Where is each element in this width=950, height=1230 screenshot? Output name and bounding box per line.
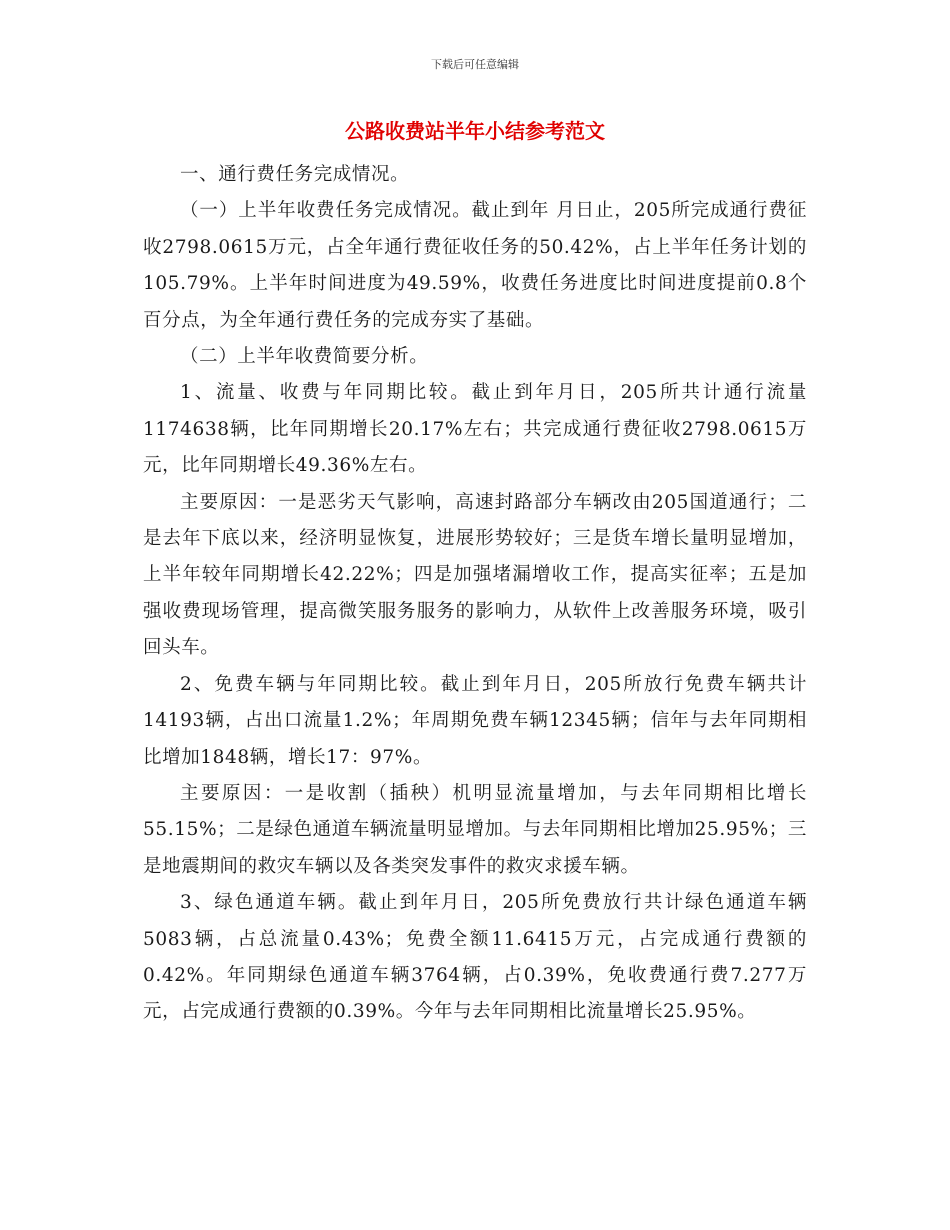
document-body	[143, 157, 807, 1031]
subsection-heading-analysis: （二）上半年收费简要分析。	[180, 346, 429, 368]
section-heading-1: 一、通行费任务完成情况。	[180, 164, 410, 185]
header-note: 下载后可任意编辑	[431, 58, 519, 71]
paragraph-main-reasons-1: 主要原因：一是恶劣天气影响，高速封路部分车辆改由205国道通行；二是去年下底以来，经济明显恢复，进展形势较好；三是货车增长量明显增加，上半年较年同期增长42.22%；四是加强堵漏增收工作，提高实征率；五是加强收费现场管理，提高微笑服务服务的影响力，从软件上改善服务环境，吸引回头车。	[143, 491, 807, 659]
paragraph-flow-comparison: 1、流量、收费与年同期比较。截止到年月日，205所共计通行流量1174638辆，比年同期增长20.17%左右；共完成通行费征收2798.0615万元，比年同期增长49.36%左右。	[143, 382, 807, 477]
paragraph-task-completion: （一）上半年收费任务完成情况。截止到年 月日止，205所完成通行费征收2798.0615万元，占全年通行费征收任务的50.42%，占上半年任务计划的105.79%。上半年时间进度为49.59%，收费任务进度比时间进度提前0.8个百分点，为全年通行费任务的完成夯实了基础。	[143, 200, 807, 331]
paragraph-free-vehicles: 2、免费车辆与年同期比较。截止到年月日，205所放行免费车辆共计14193辆，占出口流量1.2%；年周期免费车辆12345辆；信年与去年同期相比增加1848辆，增长17：97%。	[143, 673, 807, 768]
paragraph-main-reasons-2: 主要原因：一是收割（插秧）机明显流量增加，与去年同期相比增长55.15%；二是绿色通道车辆流量明显增加。与去年同期相比增加25.95%；三是地震期间的救灾车辆以及各类突发事件的救灾求援车辆。	[143, 782, 807, 877]
paragraph-green-channel: 3、绿色通道车辆。截止到年月日，205所免费放行共计绿色通道车辆5083辆，占总流量0.43%；免费全额11.6415万元，占完成通行费额的0.42%。年同期绿色通道车辆3764辆，占0.39%，免收费通行费7.277万元，占完成通行费额的0.39%。今年与去年同期相比流量增长25.95%。	[143, 892, 807, 1023]
document-title: 公路收费站半年小结参考范文	[345, 119, 605, 143]
